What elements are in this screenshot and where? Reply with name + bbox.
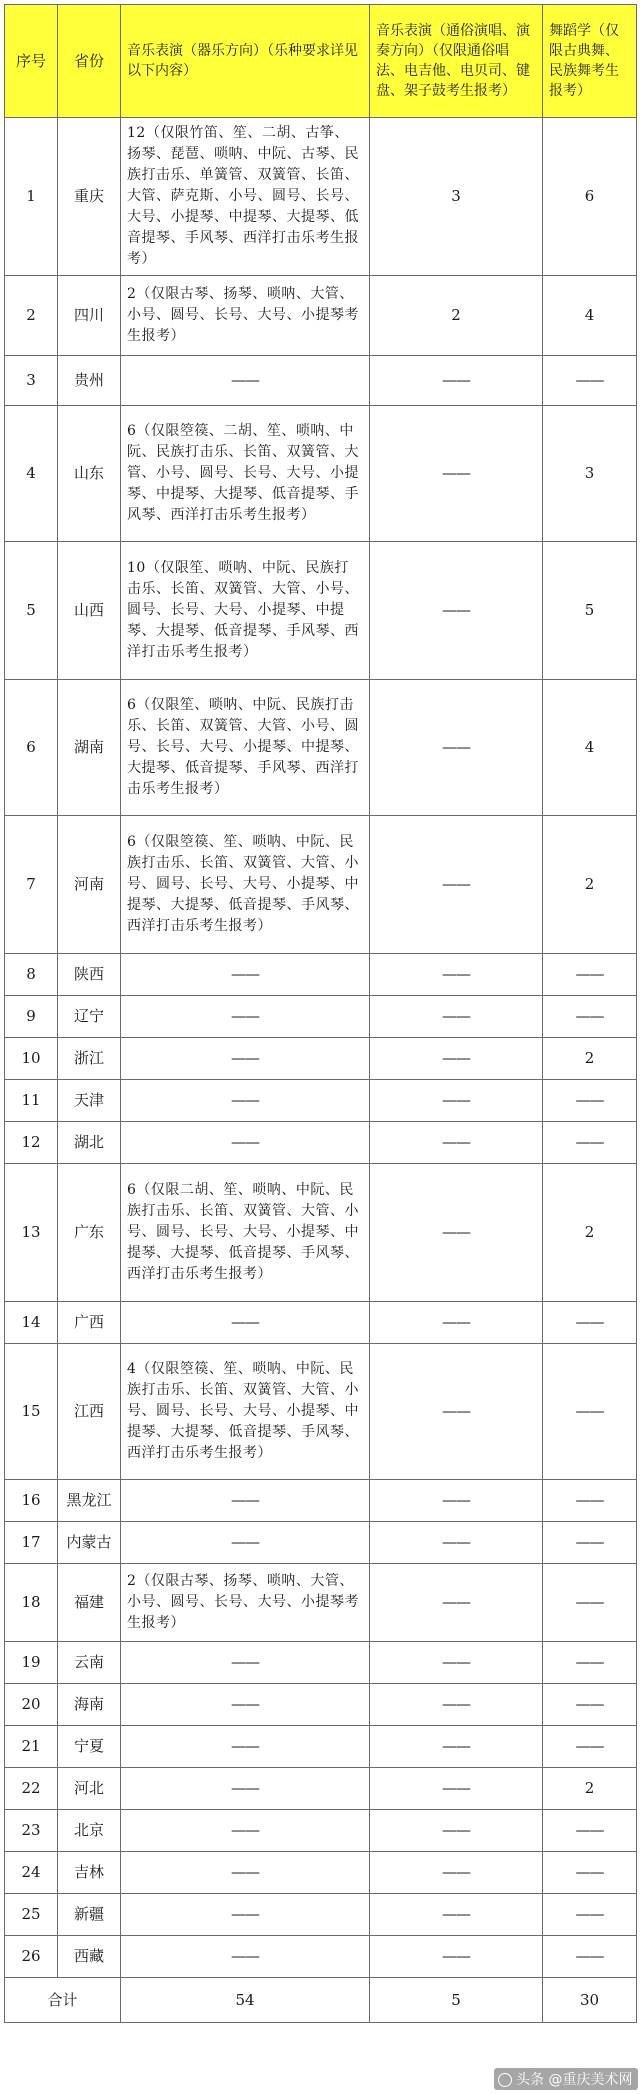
- table-row: [5, 356, 637, 406]
- row-no: 22: [5, 1768, 58, 1810]
- row-popular: ——: [370, 356, 543, 406]
- row-dance: ——: [543, 996, 637, 1038]
- row-instrument: 10（仅限笙、唢呐、中阮、民族打击乐、长笛、双簧管、大管、小号、圆号、长号、大号、小提琴、中提琴、大提琴、低音提琴、手风琴、西洋打击乐考生报考）: [121, 542, 370, 680]
- table-body: [5, 118, 637, 1978]
- row-no: 23: [5, 1810, 58, 1852]
- row-popular: ——: [370, 816, 543, 954]
- row-no: 6: [5, 680, 58, 816]
- total-popular: 5: [370, 1978, 543, 2023]
- table-row: [5, 276, 637, 356]
- table-row: [5, 1810, 637, 1852]
- table-row: [5, 680, 637, 816]
- row-popular: ——: [370, 1164, 543, 1302]
- row-province: 河南: [58, 816, 121, 954]
- row-dance: ——: [543, 1642, 637, 1684]
- row-popular: ——: [370, 406, 543, 542]
- row-no: 8: [5, 954, 58, 996]
- row-popular: ——: [370, 954, 543, 996]
- quota-table-sheet: [4, 4, 636, 2023]
- row-province: 广西: [58, 1302, 121, 1344]
- total-instrument: 54: [121, 1978, 370, 2023]
- row-dance: 6: [543, 118, 637, 276]
- row-no: 3: [5, 356, 58, 406]
- watermark-text: 头条 @重庆美术网: [516, 2072, 633, 2088]
- table-row: [5, 1684, 637, 1726]
- row-dance: ——: [543, 1726, 637, 1768]
- row-popular: ——: [370, 1936, 543, 1978]
- row-instrument: ——: [121, 1302, 370, 1344]
- row-instrument: ——: [121, 1122, 370, 1164]
- row-popular: ——: [370, 680, 543, 816]
- table-header-row: [5, 5, 637, 118]
- table-row: [5, 816, 637, 954]
- row-instrument: ——: [121, 1080, 370, 1122]
- row-no: 4: [5, 406, 58, 542]
- row-no: 18: [5, 1564, 58, 1642]
- row-instrument: ——: [121, 1684, 370, 1726]
- row-no: 11: [5, 1080, 58, 1122]
- row-instrument: ——: [121, 356, 370, 406]
- row-instrument: ——: [121, 996, 370, 1038]
- row-no: 14: [5, 1302, 58, 1344]
- row-province: 湖北: [58, 1122, 121, 1164]
- table-row: [5, 1164, 637, 1302]
- enrollment-quota-table: [4, 4, 637, 2023]
- header-popular: 音乐表演（通俗演唱、演奏方向）（仅限通俗唱法、电吉他、电贝司、键盘、架子鼓考生报考）: [370, 5, 543, 118]
- row-dance: ——: [543, 1122, 637, 1164]
- watermark: [494, 2068, 638, 2090]
- row-popular: ——: [370, 1344, 543, 1480]
- row-dance: ——: [543, 1522, 637, 1564]
- row-no: 9: [5, 996, 58, 1038]
- header-province: 省份: [58, 5, 121, 118]
- row-province: 重庆: [58, 118, 121, 276]
- table-row: [5, 1936, 637, 1978]
- row-instrument: 2（仅限古琴、扬琴、唢呐、大管、小号、圆号、长号、大号、小提琴考生报考）: [121, 1564, 370, 1642]
- row-dance: 2: [543, 816, 637, 954]
- watermark-logo-icon: [498, 2073, 512, 2087]
- row-no: 7: [5, 816, 58, 954]
- table-row: [5, 1564, 637, 1642]
- row-province: 贵州: [58, 356, 121, 406]
- row-province: 吉林: [58, 1852, 121, 1894]
- table-row: [5, 542, 637, 680]
- row-dance: ——: [543, 1564, 637, 1642]
- row-dance: ——: [543, 356, 637, 406]
- row-instrument: ——: [121, 1038, 370, 1080]
- row-no: 13: [5, 1164, 58, 1302]
- row-province: 海南: [58, 1684, 121, 1726]
- row-no: 19: [5, 1642, 58, 1684]
- table-row: [5, 1344, 637, 1480]
- row-province: 新疆: [58, 1894, 121, 1936]
- row-popular: ——: [370, 1852, 543, 1894]
- table-row: [5, 1642, 637, 1684]
- total-dance: 30: [543, 1978, 637, 2023]
- table-row: [5, 954, 637, 996]
- row-province: 山东: [58, 406, 121, 542]
- row-instrument: ——: [121, 1810, 370, 1852]
- row-popular: ——: [370, 1684, 543, 1726]
- row-instrument: ——: [121, 954, 370, 996]
- row-instrument: 2（仅限古琴、扬琴、唢呐、大管、小号、圆号、长号、大号、小提琴考生报考）: [121, 276, 370, 356]
- row-dance: ——: [543, 1302, 637, 1344]
- row-no: 20: [5, 1684, 58, 1726]
- row-province: 福建: [58, 1564, 121, 1642]
- row-no: 21: [5, 1726, 58, 1768]
- table-row: [5, 1080, 637, 1122]
- header-dance: 舞蹈学（仅限古典舞、民族舞考生报考）: [543, 5, 637, 118]
- row-province: 辽宁: [58, 996, 121, 1038]
- table-row: [5, 1480, 637, 1522]
- table-row: [5, 1768, 637, 1810]
- row-no: 16: [5, 1480, 58, 1522]
- row-no: 2: [5, 276, 58, 356]
- row-no: 5: [5, 542, 58, 680]
- row-instrument: 12（仅限竹笛、笙、二胡、古筝、扬琴、琵琶、唢呐、中阮、古琴、民族打击乐、单簧管、双簧管、长笛、大管、萨克斯、小号、圆号、长号、大号、小提琴、中提琴、大提琴、低音提琴、手风琴、西洋打击乐考生报考）: [121, 118, 370, 276]
- row-popular: ——: [370, 1080, 543, 1122]
- row-no: 15: [5, 1344, 58, 1480]
- row-dance: ——: [543, 1684, 637, 1726]
- row-instrument: ——: [121, 1936, 370, 1978]
- row-instrument: ——: [121, 1852, 370, 1894]
- row-dance: 5: [543, 542, 637, 680]
- row-popular: ——: [370, 542, 543, 680]
- row-province: 湖南: [58, 680, 121, 816]
- row-province: 天津: [58, 1080, 121, 1122]
- row-no: 24: [5, 1852, 58, 1894]
- row-popular: ——: [370, 1894, 543, 1936]
- row-instrument: 6（仅限笙、唢呐、中阮、民族打击乐、长笛、双簧管、大管、小号、圆号、长号、大号、小提琴、中提琴、大提琴、低音提琴、手风琴、西洋打击乐考生报考）: [121, 680, 370, 816]
- row-province: 山西: [58, 542, 121, 680]
- table-row: [5, 118, 637, 276]
- row-dance: 2: [543, 1164, 637, 1302]
- row-instrument: 4（仅限箜篌、笙、唢呐、中阮、民族打击乐、长笛、双簧管、大管、小号、圆号、长号、大号、小提琴、中提琴、大提琴、低音提琴、手风琴、西洋打击乐考生报考）: [121, 1344, 370, 1480]
- row-dance: ——: [543, 954, 637, 996]
- row-dance: ——: [543, 1810, 637, 1852]
- row-dance: ——: [543, 1852, 637, 1894]
- table-row: [5, 1522, 637, 1564]
- row-instrument: ——: [121, 1726, 370, 1768]
- row-instrument: ——: [121, 1642, 370, 1684]
- table-row: [5, 1038, 637, 1080]
- row-popular: ——: [370, 1642, 543, 1684]
- row-no: 26: [5, 1936, 58, 1978]
- row-no: 1: [5, 118, 58, 276]
- row-dance: ——: [543, 1936, 637, 1978]
- row-no: 10: [5, 1038, 58, 1080]
- row-instrument: 6（仅限箜篌、二胡、笙、唢呐、中阮、民族打击乐、长笛、双簧管、大管、小号、圆号、长号、大号、小提琴、中提琴、大提琴、低音提琴、手风琴、西洋打击乐考生报考）: [121, 406, 370, 542]
- row-popular: ——: [370, 1480, 543, 1522]
- row-instrument: 6（仅限箜篌、笙、唢呐、中阮、民族打击乐、长笛、双簧管、大管、小号、圆号、长号、大号、小提琴、中提琴、大提琴、低音提琴、手风琴、西洋打击乐考生报考）: [121, 816, 370, 954]
- row-popular: ——: [370, 1122, 543, 1164]
- row-popular: ——: [370, 1522, 543, 1564]
- row-dance: 3: [543, 406, 637, 542]
- row-province: 浙江: [58, 1038, 121, 1080]
- row-instrument: 6（仅限二胡、笙、唢呐、中阮、民族打击乐、长笛、双簧管、大管、小号、圆号、长号、大号、小提琴、中提琴、大提琴、低音提琴、手风琴、西洋打击乐考生报考）: [121, 1164, 370, 1302]
- row-province: 四川: [58, 276, 121, 356]
- row-province: 内蒙古: [58, 1522, 121, 1564]
- row-dance: 4: [543, 276, 637, 356]
- table-row: [5, 1122, 637, 1164]
- table-row: [5, 406, 637, 542]
- row-dance: 2: [543, 1768, 637, 1810]
- row-dance: 2: [543, 1038, 637, 1080]
- row-province: 广东: [58, 1164, 121, 1302]
- row-popular: ——: [370, 996, 543, 1038]
- table-row: [5, 1852, 637, 1894]
- row-no: 17: [5, 1522, 58, 1564]
- row-dance: ——: [543, 1480, 637, 1522]
- row-instrument: ——: [121, 1522, 370, 1564]
- table-row: [5, 996, 637, 1038]
- row-popular: ——: [370, 1564, 543, 1642]
- row-province: 江西: [58, 1344, 121, 1480]
- row-popular: 3: [370, 118, 543, 276]
- table-row: [5, 1302, 637, 1344]
- header-no: 序号: [5, 5, 58, 118]
- row-province: 北京: [58, 1810, 121, 1852]
- row-dance: 4: [543, 680, 637, 816]
- row-no: 12: [5, 1122, 58, 1164]
- row-popular: ——: [370, 1726, 543, 1768]
- table-row: [5, 1894, 637, 1936]
- row-dance: ——: [543, 1344, 637, 1480]
- header-instrument: 音乐表演（器乐方向）（乐种要求详见以下内容）: [121, 5, 370, 118]
- row-province: 云南: [58, 1642, 121, 1684]
- row-dance: ——: [543, 1080, 637, 1122]
- table-row: [5, 1726, 637, 1768]
- row-popular: ——: [370, 1810, 543, 1852]
- total-row: [5, 1978, 637, 2023]
- row-instrument: ——: [121, 1894, 370, 1936]
- row-province: 西藏: [58, 1936, 121, 1978]
- row-popular: ——: [370, 1302, 543, 1344]
- row-popular: ——: [370, 1038, 543, 1080]
- row-popular: ——: [370, 1768, 543, 1810]
- total-label: 合计: [5, 1978, 121, 2023]
- row-no: 25: [5, 1894, 58, 1936]
- row-instrument: ——: [121, 1480, 370, 1522]
- row-province: 黑龙江: [58, 1480, 121, 1522]
- row-instrument: ——: [121, 1768, 370, 1810]
- row-province: 陕西: [58, 954, 121, 996]
- row-dance: ——: [543, 1894, 637, 1936]
- row-popular: 2: [370, 276, 543, 356]
- row-province: 河北: [58, 1768, 121, 1810]
- row-province: 宁夏: [58, 1726, 121, 1768]
